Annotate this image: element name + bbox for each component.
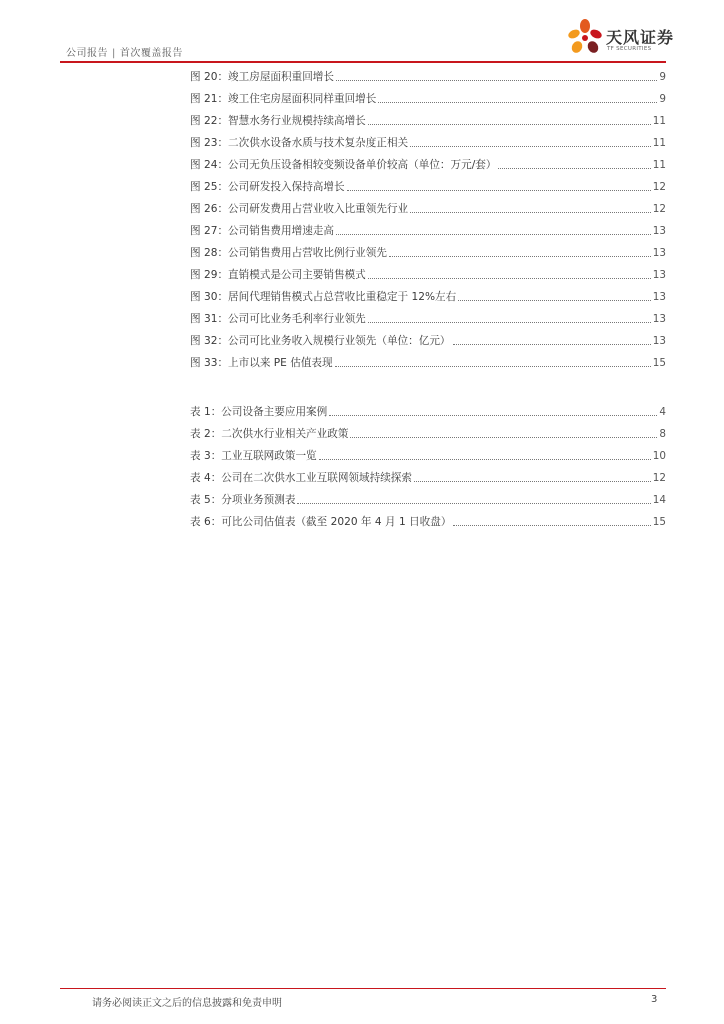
toc-entry-table[interactable] bbox=[190, 493, 666, 507]
toc-entry-label: 图 23：二次供水设备水质与技术复杂度正相关 bbox=[190, 137, 409, 149]
dot-leader bbox=[350, 436, 657, 438]
dot-leader bbox=[297, 502, 650, 504]
toc-entry-figure[interactable] bbox=[190, 356, 666, 370]
toc-entry-figure[interactable] bbox=[190, 70, 666, 84]
footer-divider bbox=[60, 988, 666, 989]
toc-page-number: 15 bbox=[652, 516, 666, 528]
toc-entry-label: 表 6：可比公司估值表（截至 2020 年 4 月 1 日收盘） bbox=[190, 516, 452, 528]
toc-page-number: 4 bbox=[659, 406, 666, 418]
toc-entry-label: 表 2：二次供水行业相关产业政策 bbox=[190, 428, 349, 440]
toc-entry-figure[interactable] bbox=[190, 202, 666, 216]
toc-page-number: 12 bbox=[652, 203, 666, 215]
toc-page-number: 13 bbox=[652, 291, 666, 303]
dot-leader bbox=[414, 480, 651, 482]
toc-page-number: 11 bbox=[652, 115, 666, 127]
dot-leader bbox=[458, 299, 651, 301]
dot-leader bbox=[368, 277, 651, 279]
toc-page-number: 11 bbox=[652, 137, 666, 149]
dot-leader bbox=[368, 321, 651, 323]
dot-leader bbox=[498, 167, 650, 169]
toc-page-number: 13 bbox=[652, 313, 666, 325]
toc-page-number: 11 bbox=[652, 159, 666, 171]
toc-page-number: 9 bbox=[659, 93, 666, 105]
header-divider bbox=[60, 61, 666, 63]
toc-entry-label: 图 25：公司研发投入保持高增长 bbox=[190, 181, 345, 193]
toc-entry-label: 图 30：居间代理销售模式占总营收比重稳定于 12%左右 bbox=[190, 291, 457, 303]
dot-leader bbox=[410, 145, 651, 147]
toc-entry-label: 图 28：公司销售费用占营收比例行业领先 bbox=[190, 247, 387, 259]
header-separator: | bbox=[112, 48, 116, 59]
dot-leader bbox=[378, 101, 657, 103]
toc-page-number: 12 bbox=[652, 181, 666, 193]
page-number: 3 bbox=[651, 994, 658, 1005]
dot-leader bbox=[389, 255, 651, 257]
dot-leader bbox=[368, 123, 651, 125]
toc-entry-label: 图 29：直销模式是公司主要销售模式 bbox=[190, 269, 366, 281]
toc-page-number: 8 bbox=[659, 428, 666, 440]
toc-entry-figure[interactable] bbox=[190, 246, 666, 260]
toc-entry-label: 表 3：工业互联网政策一览 bbox=[190, 450, 317, 462]
toc-page-number: 13 bbox=[652, 225, 666, 237]
toc-entry-label: 图 20：竣工房屋面积重回增长 bbox=[190, 71, 334, 83]
dot-leader bbox=[453, 524, 650, 526]
toc-entry-figure[interactable] bbox=[190, 312, 666, 326]
report-type-label bbox=[66, 44, 183, 59]
dot-leader bbox=[336, 233, 651, 235]
toc-page-number: 15 bbox=[652, 357, 666, 369]
toc-entry-label: 表 1：公司设备主要应用案例 bbox=[190, 406, 328, 418]
toc-entry-label: 图 26：公司研发费用占营业收入比重领先行业 bbox=[190, 203, 409, 215]
toc-entry-figure[interactable] bbox=[190, 180, 666, 194]
toc-entry-table[interactable] bbox=[190, 427, 666, 441]
dot-leader bbox=[336, 79, 657, 81]
toc-entry-table[interactable] bbox=[190, 405, 666, 419]
toc-entry-figure[interactable] bbox=[190, 136, 666, 150]
company-logo bbox=[566, 18, 676, 62]
toc-entry-label: 图 31：公司可比业务毛利率行业领先 bbox=[190, 313, 366, 325]
toc-page-number: 9 bbox=[659, 71, 666, 83]
footer-disclaimer: 请务必阅读正文之后的信息披露和免责申明 bbox=[92, 998, 282, 1009]
toc-entry-label: 表 5：分项业务预测表 bbox=[190, 494, 296, 506]
toc-entry-label: 图 27：公司销售费用增速走高 bbox=[190, 225, 334, 237]
logo-subtitle: TF SECURITIES bbox=[607, 46, 652, 52]
toc-page-number: 12 bbox=[652, 472, 666, 484]
dot-leader bbox=[319, 458, 651, 460]
logo-name: 天风证券 bbox=[606, 28, 675, 47]
report-type: 公司报告 bbox=[66, 48, 108, 59]
flower-logo-icon bbox=[566, 18, 604, 62]
toc-entry-figure[interactable] bbox=[190, 268, 666, 282]
toc-entry-table[interactable] bbox=[190, 471, 666, 485]
toc-entry-label: 图 21：竣工住宅房屋面积同样重回增长 bbox=[190, 93, 377, 105]
toc-entry-figure[interactable] bbox=[190, 114, 666, 128]
toc-entry-figure[interactable] bbox=[190, 92, 666, 106]
toc-page-number: 14 bbox=[652, 494, 666, 506]
toc-entry-figure[interactable] bbox=[190, 224, 666, 238]
toc-entry-table[interactable] bbox=[190, 515, 666, 529]
dot-leader bbox=[453, 343, 651, 345]
toc-entry-label: 图 22：智慧水务行业规模持续高增长 bbox=[190, 115, 366, 127]
toc-entry-table[interactable] bbox=[190, 449, 666, 463]
toc-page-number: 13 bbox=[652, 247, 666, 259]
dot-leader bbox=[335, 365, 651, 367]
toc-entry-figure[interactable] bbox=[190, 334, 666, 348]
toc-page-number: 10 bbox=[652, 450, 666, 462]
toc-entry-figure[interactable] bbox=[190, 290, 666, 304]
toc-page-number: 13 bbox=[652, 269, 666, 281]
page-header bbox=[0, 0, 724, 62]
toc-page-number: 13 bbox=[652, 335, 666, 347]
report-subtype: 首次覆盖报告 bbox=[119, 48, 183, 59]
dot-leader bbox=[347, 189, 651, 191]
dot-leader bbox=[410, 211, 651, 213]
dot-leader bbox=[329, 414, 657, 416]
toc-entry-label: 图 24：公司无负压设备相较变频设备单价较高（单位：万元/套） bbox=[190, 159, 497, 171]
toc-entry-label: 图 32：公司可比业务收入规模行业领先（单位：亿元） bbox=[190, 335, 451, 347]
toc-entry-figure[interactable] bbox=[190, 158, 666, 172]
toc-entry-label: 图 33：上市以来 PE 估值表现 bbox=[190, 357, 333, 369]
toc-entry-label: 表 4：公司在二次供水工业互联网领域持续探索 bbox=[190, 472, 412, 484]
